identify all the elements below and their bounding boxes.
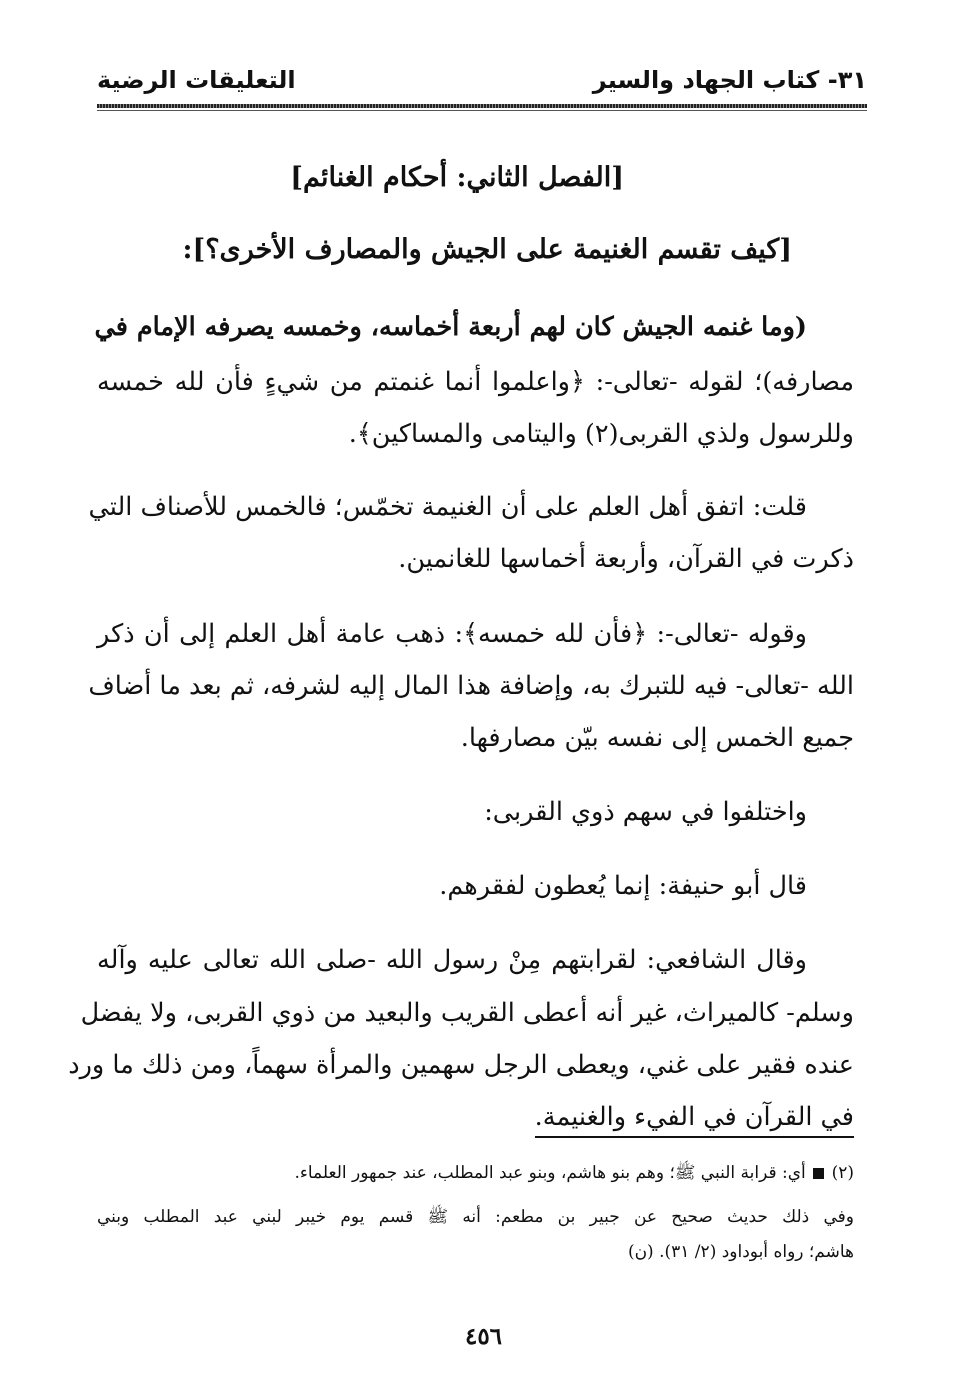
footnote-2-label: (٢) xyxy=(831,1163,854,1183)
p6-line3: عنده فقير على غني، ويعطى الرجل سهمين والمرأة سهماً، ومن ذلك ما ورد xyxy=(68,1050,854,1080)
p6-line4: في القرآن في الفيء والغنيمة. xyxy=(535,1102,854,1138)
p6-line2: وسلم- كالميراث، غير أنه أعطى القريب والبعيد من ذوي القربى، ولا يفضل xyxy=(80,998,854,1028)
running-header-book: التعليقات الرضية xyxy=(97,66,296,94)
running-header-chapter: ٣١- كتاب الجهاد والسير xyxy=(592,66,867,94)
footnote-2-text: أي: قرابة النبي ﷺ؛ وهم بنو هاشم، وبنو عبد المطلب، عند جمهور العلماء. xyxy=(294,1163,806,1183)
footnote-square-icon xyxy=(813,1168,824,1179)
page-number: ٤٥٦ xyxy=(464,1323,503,1350)
header-rule-thin xyxy=(97,110,867,111)
p5-line: قال أبو حنيفة: إنما يُعطون لفقرهم. xyxy=(439,871,807,901)
footnote-2-line3: هاشم؛ رواه أبوداود (٢/ ٣١). (ن) xyxy=(627,1242,854,1262)
p2-line2: ذكرت في القرآن، وأربعة أخماسها للغانمين. xyxy=(398,544,854,574)
p1-line1: (وما غنمه الجيش كان لهم أربعة أخماسه، وخمسه يصرفه الإمام في xyxy=(94,312,807,342)
header-rule xyxy=(97,104,867,108)
p1-line2: مصارفه)؛ لقوله -تعالى-: ﴿واعلموا أنما غنمتم من شيءٍ فأن لله خمسه xyxy=(97,367,854,397)
section-title: [الفصل الثاني: أحكام الغنائم] xyxy=(290,162,624,193)
p3-line3: جميع الخمس إلى نفسه بيّن مصارفها. xyxy=(460,723,854,753)
p3-line1: وقوله -تعالى-: ﴿فأن لله خمسه﴾: ذهب عامة أهل العلم إلى أن ذكر xyxy=(97,619,807,649)
p2-line1: قلت: اتفق أهل العلم على أن الغنيمة تخمّس؛ فالخمس للأصناف التي xyxy=(88,492,807,522)
subsection-title: [كيف تقسم الغنيمة على الجيش والمصارف الأخرى؟]: xyxy=(182,234,792,265)
p3-line2: الله -تعالى- فيه للتبرك به، وإضافة هذا المال إليه لشرفه، ثم بعد ما أضاف xyxy=(88,671,854,701)
p4-line: واختلفوا في سهم ذوي القربى: xyxy=(484,797,807,827)
footnote-2-line1 xyxy=(294,1162,854,1187)
p6-line1: وقال الشافعي: لقرابتهم مِنْ رسول الله -صلى الله تعالى عليه وآله xyxy=(97,945,807,975)
p1-line3: وللرسول ولذي القربى(٢) واليتامى والمساكين﴾. xyxy=(348,419,854,449)
footnote-2-line2: وفي ذلك حديث صحيح عن جبير بن مطعم: أنه ﷺ قسم يوم خيبر لبني عبد المطلب وبني xyxy=(97,1207,854,1227)
